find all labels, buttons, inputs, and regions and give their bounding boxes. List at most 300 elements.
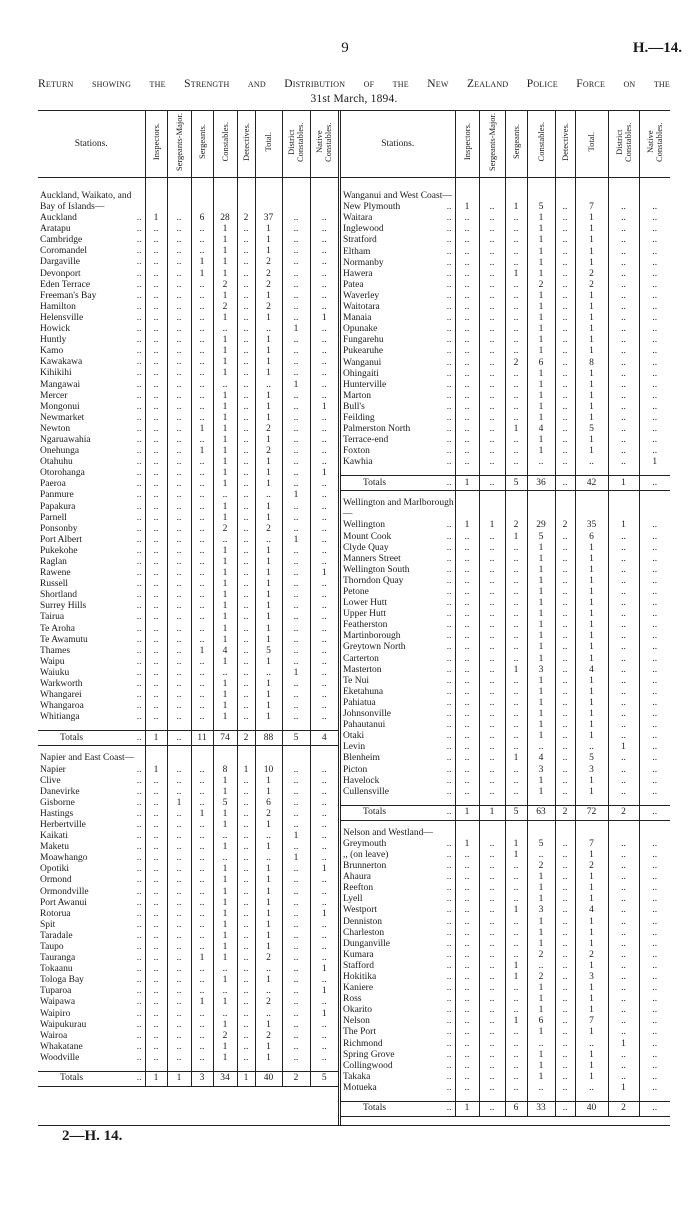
cell-value: ..: [464, 224, 470, 235]
cell-value: ..: [513, 686, 519, 697]
cell-value: ..: [621, 916, 626, 927]
value-cell: [191, 712, 213, 723]
cell-value: ..: [621, 1027, 626, 1038]
table-row: [38, 798, 338, 809]
leader-dots: ..: [446, 246, 452, 257]
value-cell: [145, 864, 167, 875]
value-cell: [191, 380, 213, 391]
station-name: [341, 313, 455, 324]
value-cell: [145, 875, 167, 886]
value-cell: [167, 457, 191, 468]
cell-value: 1: [321, 1008, 327, 1019]
cell-value: ..: [321, 764, 327, 775]
value-cell: [255, 579, 282, 590]
cell-value: ..: [153, 312, 159, 323]
station-name: [38, 798, 145, 809]
table-row: [341, 894, 670, 905]
cell-value: ..: [464, 731, 470, 742]
value-cell: [505, 939, 527, 950]
value-cell: [608, 850, 639, 861]
cell-value: 1: [538, 697, 544, 708]
leader-dots: ..: [136, 279, 142, 290]
cell-value: ..: [321, 279, 327, 290]
value-cell: [555, 258, 575, 269]
cell-value: ..: [243, 864, 249, 875]
cell-value: 1: [538, 631, 544, 642]
value-cell: [213, 712, 237, 723]
cell-value: ..: [562, 424, 568, 435]
cell-value: 1: [538, 290, 544, 301]
cell-value: ..: [293, 942, 299, 952]
station-name: [38, 809, 145, 820]
value-cell: [505, 520, 527, 531]
value-cell: [255, 302, 282, 313]
leader-dots: ..: [446, 1005, 452, 1016]
value-cell: [145, 997, 167, 1008]
value-cell: [505, 302, 527, 313]
cell-value: 1: [266, 346, 271, 357]
value-cell: [167, 335, 191, 346]
value-cell: [237, 776, 255, 787]
group-heading: Auckland, Waikato, and Bay of Islands—: [40, 191, 132, 213]
cell-value: ..: [562, 1038, 568, 1049]
value-cell: [527, 894, 555, 905]
leader-dots: ..: [446, 653, 452, 664]
station-name-text: Waipiro: [40, 1008, 71, 1019]
cell-value: 1: [513, 664, 519, 675]
value-cell: [255, 909, 282, 920]
cell-value: ..: [243, 434, 249, 445]
cell-value: 1: [464, 838, 470, 849]
value-cell: [505, 554, 527, 565]
table-row: [38, 909, 338, 920]
cell-value: 1: [589, 335, 594, 346]
cell-value: ..: [464, 949, 470, 960]
value-cell: [608, 346, 639, 357]
cell-value: ..: [489, 1071, 495, 1082]
value-cell: [237, 975, 255, 986]
table-row: [341, 928, 670, 939]
cell-value: ..: [464, 916, 470, 927]
column-header-label: Total.: [586, 132, 596, 152]
value-cell: [575, 620, 608, 631]
value-cell: [639, 709, 670, 720]
cell-value: ..: [562, 1082, 568, 1093]
value-cell: [255, 291, 282, 302]
cell-value: ..: [293, 930, 299, 941]
table-row: [38, 391, 338, 402]
cell-value: ..: [652, 709, 658, 720]
value-cell: [479, 894, 505, 905]
cell-value: ..: [652, 938, 658, 949]
value-cell: [191, 1009, 213, 1020]
value-cell: [191, 701, 213, 712]
cell-value: ..: [513, 401, 519, 412]
leader-dots: ..: [446, 279, 452, 290]
cell-value: ..: [621, 435, 626, 446]
cell-value: 1: [321, 908, 327, 919]
value-cell: [527, 939, 555, 950]
station-name: [38, 280, 145, 291]
value-cell: [167, 635, 191, 646]
table-row: [341, 457, 670, 468]
cell-value: ..: [489, 720, 495, 731]
cell-value: 1: [266, 690, 271, 701]
value-cell: [555, 1072, 575, 1083]
station-name-text: Helensville: [40, 312, 84, 323]
table-row: [38, 964, 338, 975]
cell-value: ..: [321, 224, 327, 235]
cell-value: 1: [222, 842, 228, 853]
cell-value: 5: [538, 202, 544, 213]
cell-value: ..: [293, 512, 299, 523]
cell-value: ..: [562, 620, 568, 631]
station-name: [38, 646, 145, 657]
value-cell: [167, 468, 191, 479]
table-row: [38, 535, 338, 546]
cell-value: ..: [243, 1008, 249, 1019]
cell-value: ..: [321, 501, 327, 512]
value-cell: [310, 568, 338, 579]
cell-value: ..: [489, 631, 495, 642]
cell-value: ..: [243, 679, 249, 690]
cell-value: 1: [222, 1052, 228, 1063]
cell-value: ..: [562, 838, 568, 849]
value-cell: [479, 787, 505, 798]
empty-cell: [527, 820, 555, 828]
cell-value: ..: [243, 1030, 249, 1041]
cell-value: ..: [562, 1071, 568, 1082]
cell-value: 1: [222, 590, 228, 601]
value-cell: [455, 709, 479, 720]
station-name-text: Totals: [363, 807, 387, 818]
cell-value: 1: [538, 1027, 544, 1038]
value-cell: [575, 424, 608, 435]
value-cell: [167, 413, 191, 424]
leader-dots: ..: [136, 786, 142, 797]
value-cell: [639, 994, 670, 1005]
police-strength-table: [38, 110, 670, 1126]
value-cell: [237, 457, 255, 468]
cell-value: ..: [652, 424, 658, 435]
value-cell: [455, 446, 479, 457]
station-name: [341, 972, 455, 983]
cell-value: ..: [199, 290, 205, 301]
value-cell: [282, 368, 310, 379]
station-name: [341, 358, 455, 369]
cell-value: ..: [321, 853, 327, 864]
table-row: [38, 864, 338, 875]
cell-value: ..: [176, 786, 182, 797]
value-cell: [575, 224, 608, 235]
cell-value: ..: [562, 290, 568, 301]
cell-value: ..: [513, 279, 519, 290]
cell-value: 2: [266, 446, 271, 457]
station-name: [341, 872, 455, 883]
cell-value: 1: [513, 838, 519, 849]
cell-value: ..: [321, 257, 327, 268]
cell-value: 1: [293, 853, 299, 864]
cell-value: ..: [652, 631, 658, 642]
value-cell: [455, 939, 479, 950]
cell-value: 1: [199, 953, 205, 964]
cell-value: ..: [513, 390, 519, 401]
cell-value: ..: [243, 897, 249, 908]
value-cell: [527, 805, 555, 820]
cell-value: ..: [562, 1060, 568, 1071]
value-cell: [237, 513, 255, 524]
value-cell: [255, 679, 282, 690]
cell-value: ..: [176, 953, 182, 964]
table-row: [38, 1042, 338, 1053]
value-cell: [455, 402, 479, 413]
cell-value: ..: [562, 346, 568, 357]
station-name: [38, 246, 145, 257]
cell-value: ..: [489, 983, 495, 994]
cell-value: ..: [321, 446, 327, 457]
cell-value: ..: [243, 557, 249, 567]
value-cell: [310, 920, 338, 931]
station-name-text: Dunganville: [343, 938, 390, 949]
cell-value: ..: [538, 742, 544, 753]
cell-value: ..: [489, 838, 495, 849]
value-cell: [167, 313, 191, 324]
cell-value: ..: [513, 927, 519, 938]
cell-value: ..: [153, 534, 159, 545]
value-cell: [639, 391, 670, 402]
cell-value: 1: [589, 872, 594, 883]
cell-value: ..: [153, 257, 159, 268]
value-cell: [479, 776, 505, 787]
empty-cell: [237, 178, 255, 192]
empty-cell: [310, 723, 338, 731]
value-cell: [639, 358, 670, 369]
value-cell: [213, 875, 237, 886]
value-cell: [527, 435, 555, 446]
value-cell: [167, 875, 191, 886]
leader-dots: ..: [446, 938, 452, 949]
station-name: [38, 842, 145, 853]
cell-value: 1: [589, 731, 594, 742]
value-cell: [575, 731, 608, 742]
station-name-text: Kawhia: [343, 457, 373, 468]
cell-value: 1: [589, 224, 594, 235]
empty-cell: [191, 1064, 213, 1072]
value-cell: [575, 1102, 608, 1117]
value-cell: [167, 391, 191, 402]
empty-cell: [167, 746, 191, 754]
cell-value: 1: [321, 312, 327, 323]
value-cell: [527, 883, 555, 894]
cell-value: ..: [153, 335, 159, 346]
cell-value: ..: [621, 720, 626, 731]
cell-value: ..: [652, 435, 658, 446]
cell-value: ..: [464, 764, 470, 775]
cell-value: ..: [199, 512, 205, 523]
group-heading-row: [38, 191, 338, 213]
leader-dots: ..: [446, 764, 452, 775]
value-cell: [255, 798, 282, 809]
cell-value: ..: [153, 819, 159, 830]
value-cell: [479, 654, 505, 665]
cell-value: ..: [652, 653, 658, 664]
stations-column-header: Stations.: [38, 111, 145, 178]
cell-value: ..: [464, 1005, 470, 1016]
station-name: [341, 1039, 455, 1050]
cell-value: ..: [652, 720, 658, 731]
table-row: [341, 950, 670, 961]
value-cell: [608, 324, 639, 335]
cell-value: ..: [652, 916, 658, 927]
cell-value: 1: [266, 224, 271, 235]
cell-value: ..: [321, 534, 327, 545]
leader-dots: ..: [446, 642, 452, 653]
cell-value: ..: [293, 656, 299, 667]
empty-cell: [213, 746, 237, 754]
value-cell: [282, 280, 310, 291]
value-cell: [479, 928, 505, 939]
leader-dots: ..: [136, 390, 142, 401]
value-cell: [255, 280, 282, 291]
value-cell: [282, 731, 310, 746]
value-cell: [555, 994, 575, 1005]
cell-value: ..: [243, 412, 249, 423]
cell-value: ..: [176, 1052, 182, 1063]
value-cell: [608, 676, 639, 687]
cell-value: 1: [266, 512, 271, 523]
value-cell: [575, 742, 608, 753]
station-name: [341, 939, 455, 950]
value-cell: [310, 1042, 338, 1053]
cell-value: 1: [222, 808, 228, 819]
cell-value: ..: [321, 942, 327, 952]
value-cell: [255, 657, 282, 668]
cell-value: ..: [153, 853, 159, 864]
cell-value: 1: [266, 1041, 271, 1052]
value-cell: [310, 765, 338, 776]
station-name-text: Tokaanu: [40, 964, 73, 975]
value-cell: [575, 346, 608, 357]
cell-value: ..: [489, 1038, 495, 1049]
value-cell: [505, 905, 527, 916]
cell-value: ..: [652, 786, 658, 797]
value-cell: [167, 324, 191, 335]
station-name: [341, 291, 455, 302]
spacer-row: [38, 723, 338, 731]
cell-value: 1: [538, 872, 544, 883]
value-cell: [527, 213, 555, 224]
table-row: [341, 346, 670, 357]
cell-value: 1: [321, 401, 327, 412]
cell-value: ..: [562, 916, 568, 927]
value-cell: [527, 928, 555, 939]
table-row: [341, 839, 670, 850]
cell-value: 7: [589, 202, 594, 213]
cell-value: 1: [222, 579, 228, 590]
station-name: [341, 435, 455, 446]
value-cell: [527, 753, 555, 764]
value-cell: [167, 1020, 191, 1031]
value-cell: [255, 1072, 282, 1087]
leader-dots: ..: [446, 224, 452, 235]
value-cell: [282, 612, 310, 623]
value-cell: [255, 668, 282, 679]
value-cell: [310, 964, 338, 975]
leader-dots: ..: [136, 897, 142, 908]
value-cell: [555, 543, 575, 554]
station-name-text: Blenheim: [343, 753, 380, 764]
station-name-text: Cambridge: [40, 235, 83, 246]
cell-value: ..: [153, 579, 159, 590]
cell-value: ..: [243, 568, 249, 579]
cell-value: 1: [589, 324, 594, 335]
value-cell: [505, 346, 527, 357]
cell-value: 1: [589, 446, 594, 457]
cell-value: 1: [153, 764, 159, 775]
value-cell: [555, 335, 575, 346]
cell-value: ..: [293, 213, 299, 224]
cell-value: ..: [538, 1082, 544, 1093]
station-name-text: Reefton: [343, 883, 374, 894]
cell-value: ..: [153, 446, 159, 457]
value-cell: [479, 280, 505, 291]
station-name: [38, 424, 145, 435]
cell-value: ..: [176, 590, 182, 601]
cell-value: ..: [243, 886, 249, 897]
empty-cell: [639, 1094, 670, 1102]
value-cell: [639, 753, 670, 764]
cell-value: ..: [489, 346, 495, 357]
cell-value: ..: [464, 424, 470, 435]
cell-value: 1: [293, 379, 299, 390]
cell-value: ..: [176, 667, 182, 678]
value-cell: [639, 369, 670, 380]
group-heading: Napier and East Coast—: [40, 753, 135, 764]
value-cell: [191, 853, 213, 864]
value-cell: [479, 687, 505, 698]
cell-value: ..: [176, 764, 182, 775]
leader-dots: ..: [136, 886, 142, 897]
value-cell: [455, 872, 479, 883]
empty-cell: [255, 1064, 282, 1072]
cell-value: ..: [153, 634, 159, 645]
value-cell: [145, 887, 167, 898]
station-name-text: Whitianga: [40, 712, 80, 723]
table-row: [38, 468, 338, 479]
cell-value: ..: [293, 808, 299, 819]
leader-dots: ..: [136, 623, 142, 634]
value-cell: [310, 809, 338, 820]
cell-value: ..: [321, 368, 327, 379]
cell-value: 1: [222, 656, 228, 667]
value-cell: [639, 324, 670, 335]
value-cell: [145, 468, 167, 479]
value-cell: [527, 391, 555, 402]
cell-value: ..: [222, 490, 228, 501]
cell-value: ..: [538, 1038, 544, 1049]
value-cell: [555, 917, 575, 928]
value-cell: [310, 1072, 338, 1087]
cell-value: ..: [652, 575, 658, 586]
value-cell: [282, 335, 310, 346]
station-name: [38, 357, 145, 368]
cell-value: 1: [266, 590, 271, 601]
cell-value: ..: [621, 861, 626, 872]
value-cell: [505, 709, 527, 720]
spacer-row: [341, 178, 670, 192]
station-name-text: Manaia: [343, 313, 372, 324]
value-cell: [639, 939, 670, 950]
